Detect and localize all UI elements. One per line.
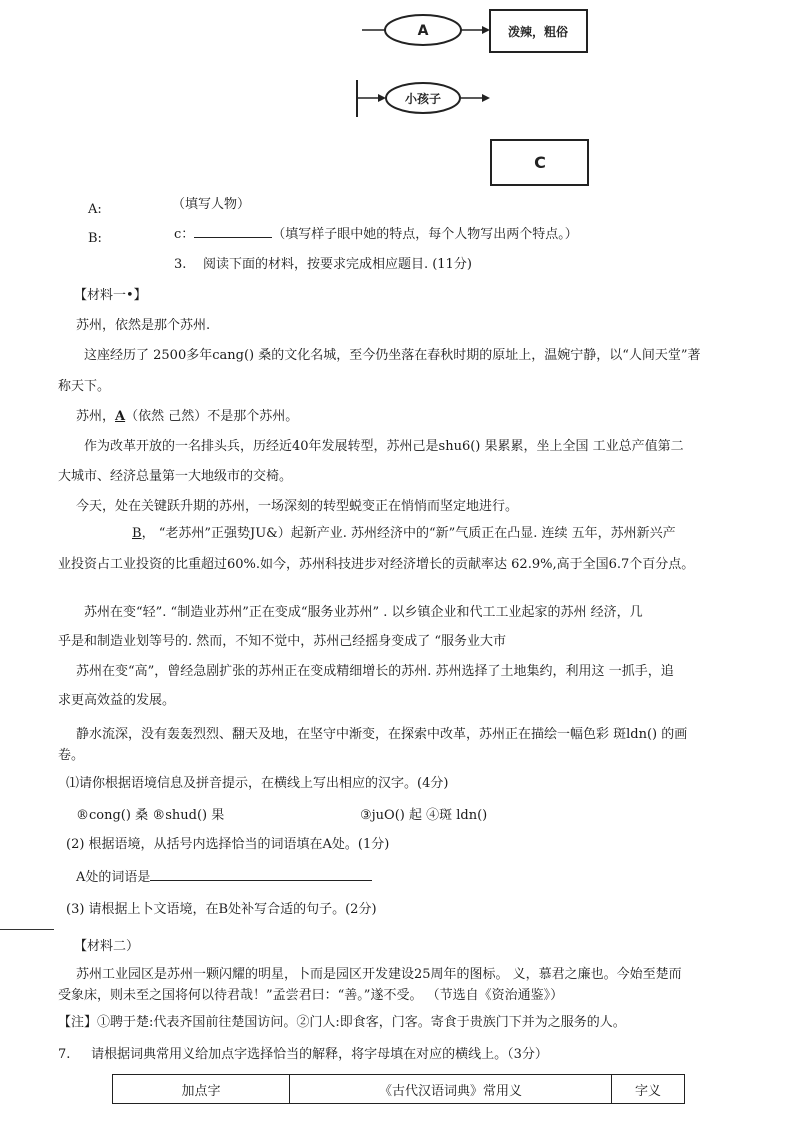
material-2-heading: 【材料二） — [74, 939, 140, 954]
sub-question-3: (3) 请根据上卜文语境，在B处补写合适的句子。(2分) — [66, 902, 377, 917]
table-header-row — [113, 1075, 685, 1104]
sub-question-2: (2) 根据语境，从括号内选择恰当的词语填在A处。(1分) — [66, 837, 390, 852]
material-1-p2-l2: 称天下。 — [58, 379, 111, 394]
label-b: B: — [88, 231, 102, 246]
material-1-p5: 今天，处在关键跃升期的苏州，一场深刻的转型蜕变正在悄悄而坚定地进行。 — [76, 499, 519, 514]
character-diagram — [0, 0, 794, 200]
material-1-p2-l1: 这座经历了 2500多年cang() 桑的文化名城，至今仍坐落在春秋时期的原址上，温婉宁静，以“人间天堂”著 — [84, 348, 701, 363]
sub-question-1-items-right: ③juO() 起 ④斑 ldn() — [360, 808, 488, 823]
material-1-p6-l2: 业投资占工业投资的比重超过60%.如今，苏州科技进步对经济增长的贡献率达 62.9%,高于全国6.7个百分点。 — [58, 557, 695, 572]
label-a: A: — [88, 202, 102, 217]
c-label: c： — [174, 227, 195, 242]
box-c-label: C — [534, 153, 546, 172]
material-1-p8-l2: 求更高效益的发展。 — [58, 693, 176, 708]
material-1-p9-l2: 卷。 — [58, 748, 85, 763]
material-1-p9-l1: 静水流深，没有轰轰烈烈、翻天及地，在坚守中渐变，在探索中改革，苏州正在描绘一幅色彩 斑ldn() 的画 — [76, 727, 688, 742]
p6-text: ， “老苏州”正强势JU&）起新产业. 苏州经济中的“新”气质正在凸显. 连续 五年，苏州新兴产 — [141, 526, 676, 541]
table-header-sense: 字义 — [612, 1075, 685, 1104]
hint-a: （填写人物） — [172, 197, 251, 212]
node-a-label: A — [417, 23, 429, 39]
material-2-l1: 苏州工业园区是苏州一颗闪耀的明星，卜而是园区开发建设25周年的图标。 义，慕君之廉也。今始至楚而 — [76, 967, 682, 982]
sub-question-1-items-left: ®cong() 桑 ®shud() 果 — [76, 808, 225, 823]
material-1-p4-l2: 大城市、经济总量第一大地级市的交椅。 — [58, 469, 293, 484]
definition-table — [112, 1074, 685, 1104]
question-7 — [58, 1043, 548, 1062]
question-3-number: 3. — [174, 257, 187, 272]
blank-b-marker: B — [132, 526, 142, 541]
table-header-meaning: 《古代汉语词典》常用义 — [290, 1075, 612, 1104]
question-7-text: 请根据词典常用义给加点字选择恰当的解释，将字母填在对应的横线上。（3分） — [91, 1047, 548, 1062]
c-line — [174, 223, 578, 242]
material-1-p6-l1 — [132, 522, 676, 541]
node-a-arrowhead — [482, 26, 490, 34]
footnote-rule — [0, 929, 54, 930]
material-2-l2: 受象床，则未至之国将何以待君哉！”孟尝君曰：“善。”遂不受。 （节选自《资治通鉴》） — [58, 988, 564, 1003]
node-mid-label: 小孩子 — [404, 92, 442, 106]
c-blank[interactable] — [194, 225, 272, 238]
p3-post: （依然 己然）不是那个苏州。 — [125, 409, 299, 424]
material-2-note: 【注】①聘于楚:代表齐国前往楚国访问。②门人:即食客，门客。寄食于贵族门下并为之服务的人。 — [58, 1015, 626, 1030]
mid-arrowhead-left — [378, 94, 386, 102]
question-3 — [174, 253, 472, 272]
question-7-number: 7. — [58, 1047, 71, 1062]
table-header-char: 加点字 — [113, 1075, 290, 1104]
mid-arrowhead-right — [482, 94, 490, 102]
sub-question-1: ⑴请你根据语境信息及拼音提示，在横线上写出相应的汉字。(4分) — [66, 776, 449, 791]
material-1-p3 — [76, 405, 298, 424]
material-1-p7-l2: 乎是和制造业划等号的. 然而，不知不觉中，苏州己经摇身变成了 “服务业大市 — [58, 634, 507, 649]
answer-blank[interactable] — [150, 868, 372, 881]
material-1-p1: 苏州，依然是那个苏州. — [76, 318, 211, 333]
material-1-heading: 【材料一•】 — [74, 288, 147, 303]
answer-label: A处的词语是 — [76, 870, 151, 885]
p3-pre: 苏州， — [76, 409, 116, 424]
material-1-p8-l1: 苏州在变“高”，曾经急剧扩张的苏州正在变成精细增长的苏州. 苏州选择了土地集约，利用这 一抓手，追 — [76, 664, 674, 679]
sub-question-2-answer — [76, 866, 372, 885]
material-1-p7-l1: 苏州在变“轻”. “制造业苏州”正在变成“服务业苏州” . 以乡镇企业和代工工业起家的苏州 经济，几 — [84, 605, 643, 620]
question-3-text: 阅读下面的材料，按要求完成相应题目. (11分) — [202, 257, 472, 272]
c-hint: （填写样子眼中她的特点，每个人物写出两个特点。） — [272, 227, 578, 242]
material-1-p4-l1: 作为改革开放的一名排头兵，历经近40年发展转型，苏州己是shu6() 果累累，坐上全国 工业总产值第二 — [84, 439, 684, 454]
box-top-label: 泼辣，粗俗 — [507, 25, 569, 39]
blank-a-marker: A — [115, 409, 126, 424]
